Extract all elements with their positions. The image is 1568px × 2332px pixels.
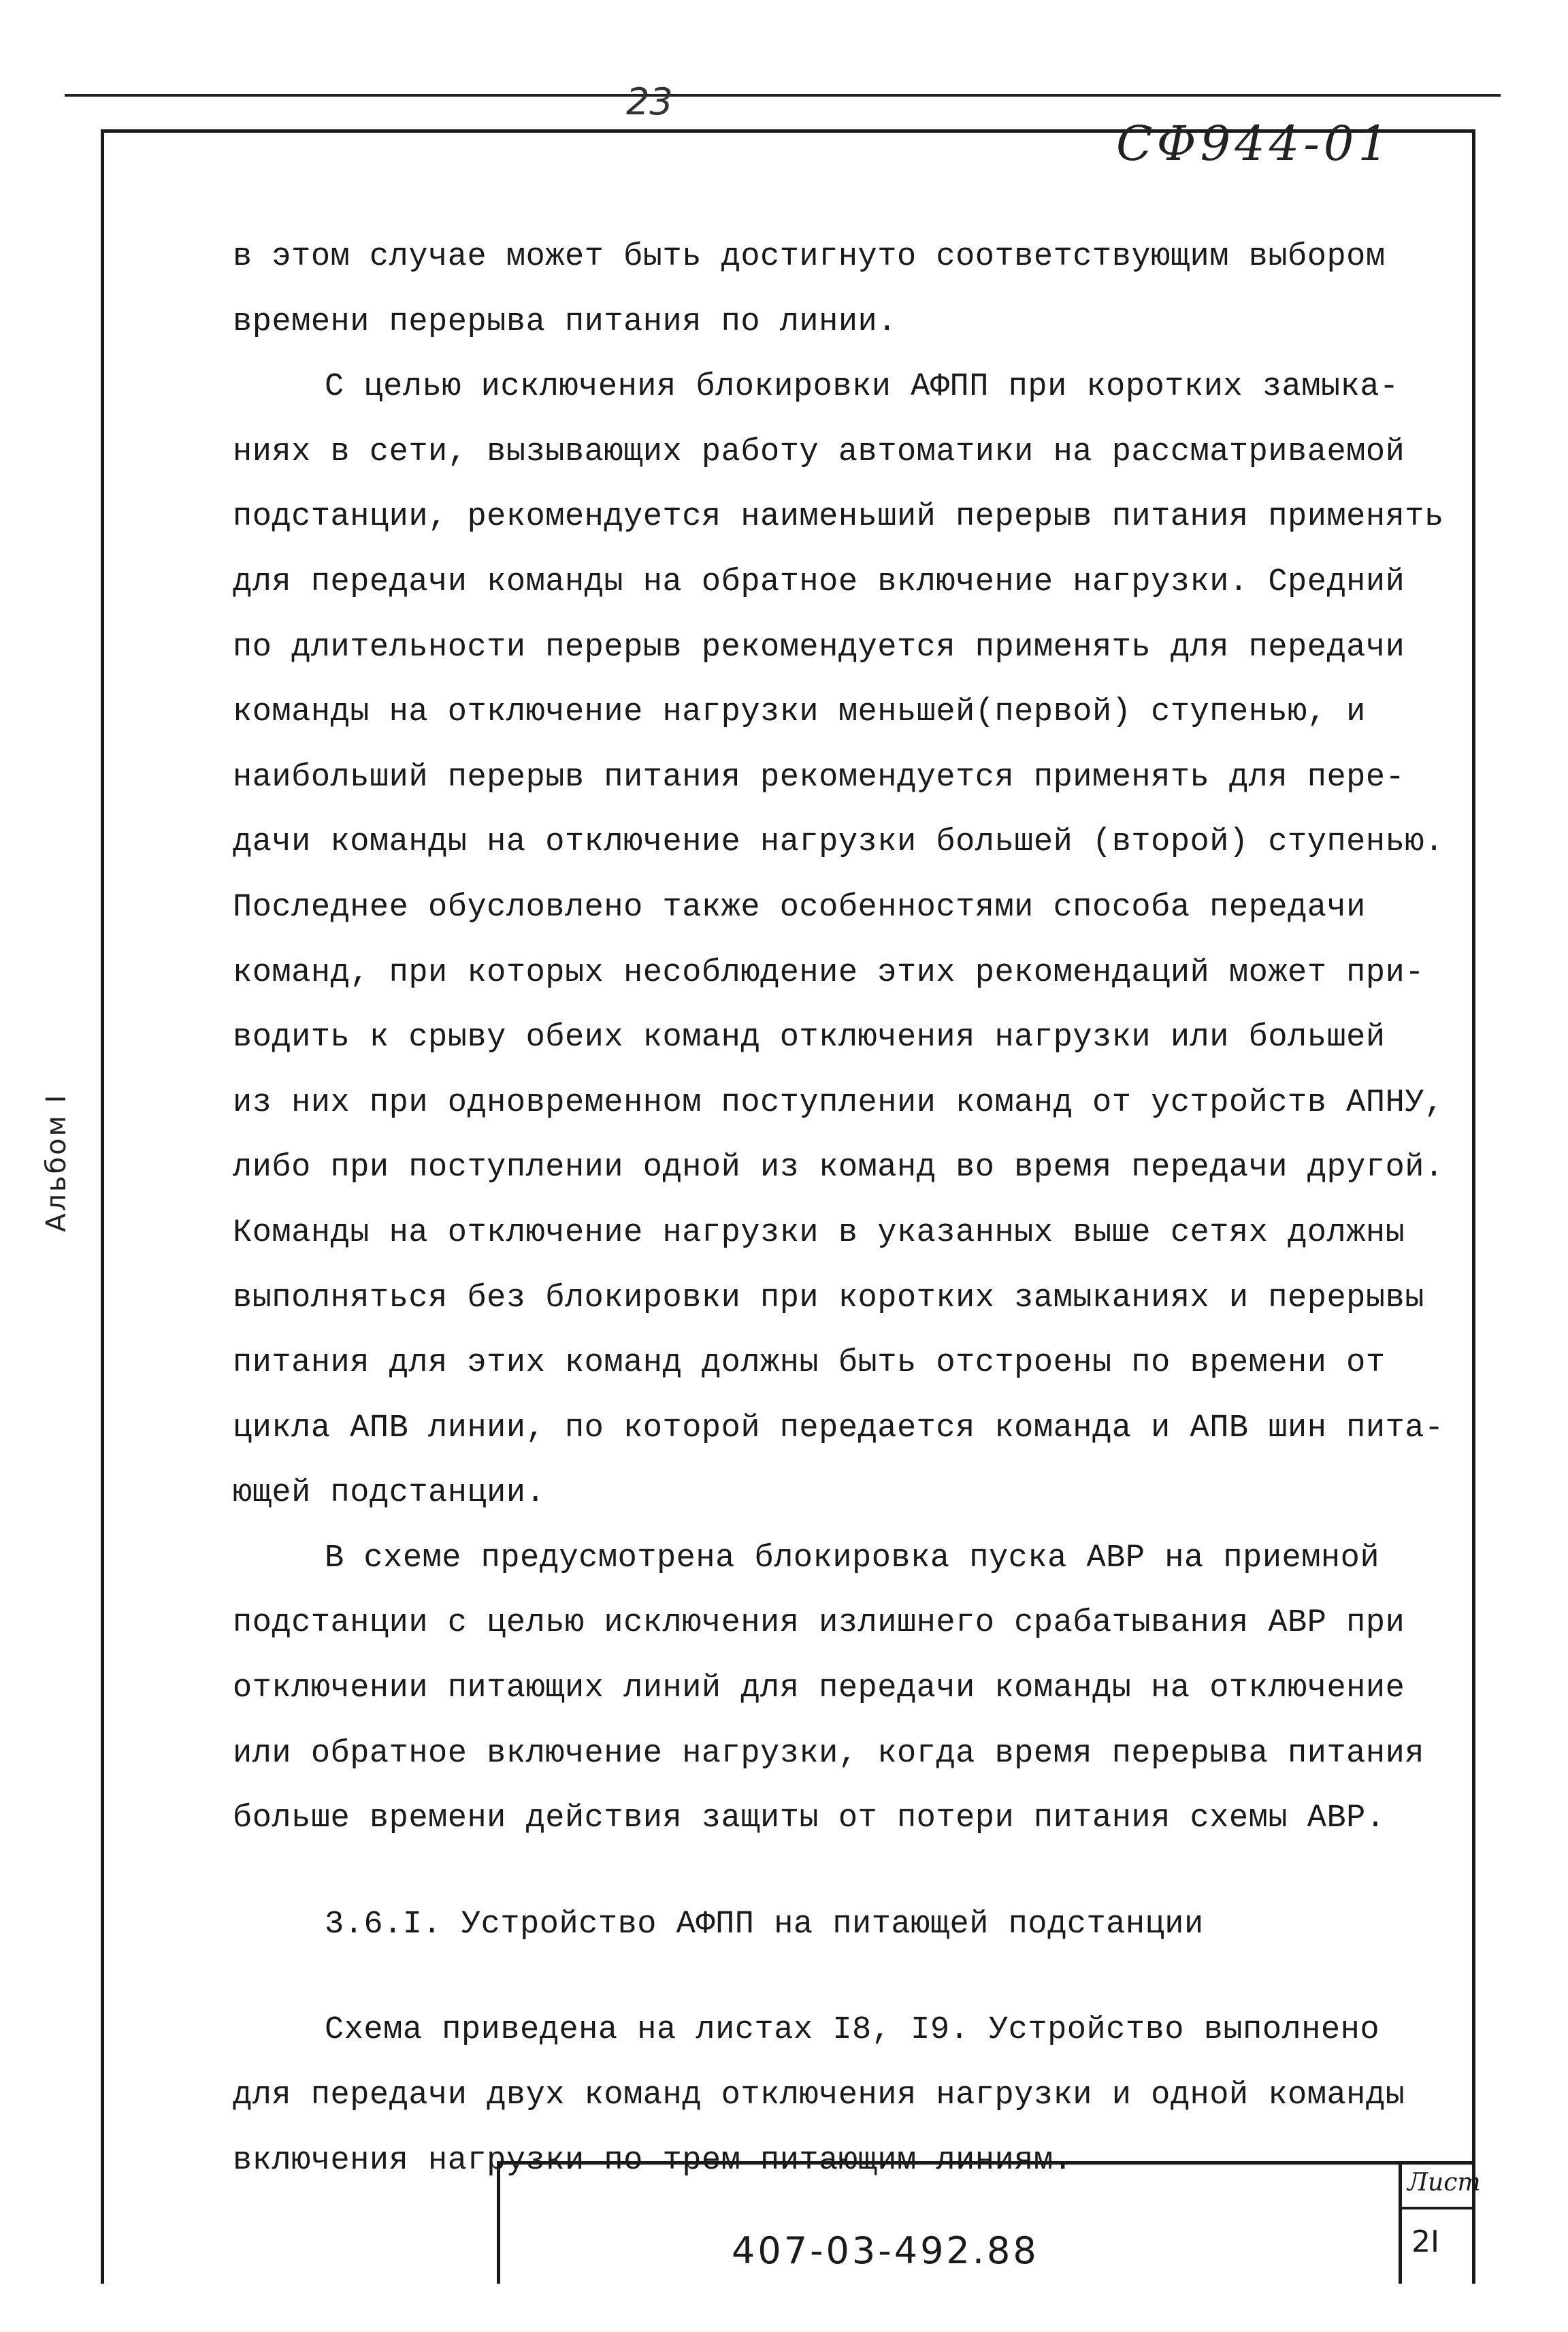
text-line: водить к срыву обеих команд отключения нагрузки или большей: [233, 1020, 1386, 1056]
text-line: Команды на отключение нагрузки в указанных выше сетях должны: [233, 1214, 1405, 1251]
text-line: наибольший перерыв питания рекомендуется применять для пере-: [233, 759, 1405, 796]
text-line: в этом случае может быть достигнуто соответствующим выбором: [233, 239, 1386, 275]
sheet-cell: [1399, 2165, 1481, 2284]
body-text: [233, 225, 1451, 2193]
handwritten-doc-code: СФ944-01: [1116, 116, 1392, 172]
text-line: для передачи команды на обратное включение нагрузки. Средний: [233, 564, 1405, 600]
document-number: 407-03-492.88: [732, 2229, 1039, 2272]
section-heading: 3.6.I. Устройство АФПП на питающей подстанции: [325, 1906, 1204, 1943]
text-line: по длительности перерыв рекомендуется применять для передачи: [233, 629, 1405, 666]
text-line: для передачи двух команд отключения нагрузки и одной команды: [233, 2077, 1405, 2114]
text-line: либо при поступлении одной из команд во время передачи другой.: [233, 1150, 1444, 1186]
sheet-cell-divider: [1402, 2207, 1473, 2209]
text-line: команды на отключение нагрузки меньшей(первой) ступенью, и: [233, 694, 1366, 731]
text-line: или обратное включение нагрузки, когда время перерыва питания: [233, 1735, 1424, 1772]
text-line: С целью исключения блокировки АФПП при коротких замыка-: [325, 369, 1399, 406]
text-line: команд, при которых несоблюдение этих рекомендаций может при-: [233, 954, 1424, 991]
text-line: подстанции, рекомендуется наименьший перерыв питания применять: [233, 499, 1444, 536]
text-line: питания для этих команд должны быть отстроены по времени от: [233, 1345, 1386, 1382]
page-number: 23: [626, 80, 673, 123]
sheet-number: 2I: [1411, 2224, 1439, 2259]
paragraph-gap: [233, 1851, 1451, 1892]
text-line: выполняться без блокировки при коротких замыканиях и перерывы: [233, 1280, 1424, 1316]
text-line: включения нагрузки по трем питающим линиям.: [233, 2142, 1073, 2179]
text-line: В схеме предусмотрена блокировка пуска АВР на приемной: [325, 1540, 1380, 1576]
album-side-label: Альбом I: [41, 1092, 72, 1232]
text-line: времени перерыва питания по линии.: [233, 304, 897, 340]
text-line: больше времени действия защиты от потери питания схемы АВР.: [233, 1800, 1386, 1837]
text-line: из них при одновременном поступлении команд от устройств АПНУ,: [233, 1084, 1444, 1121]
text-line: отключении питающих линий для передачи команды на отключение: [233, 1670, 1405, 1707]
top-rule: [65, 94, 1501, 97]
text-line: цикла АПВ линии, по которой передается команда и АПВ шин пита-: [233, 1410, 1444, 1446]
title-block: [497, 2161, 1481, 2284]
text-line: ниях в сети, вызывающих работу автоматики на рассматриваемой: [233, 434, 1405, 470]
paragraph-gap: [233, 1957, 1451, 1998]
text-line: Последнее обусловлено также особенностями способа передачи: [233, 889, 1366, 926]
text-line: подстанции с целью исключения излишнего срабатывания АВР при: [233, 1605, 1405, 1642]
sheet-label: Лист: [1407, 2169, 1481, 2197]
text-line: Схема приведена на листах I8, I9. Устройство выполнено: [325, 2012, 1380, 2049]
text-line: ющей подстанции.: [233, 1475, 546, 1512]
text-line: дачи команды на отключение нагрузки большей (второй) ступенью.: [233, 824, 1444, 861]
